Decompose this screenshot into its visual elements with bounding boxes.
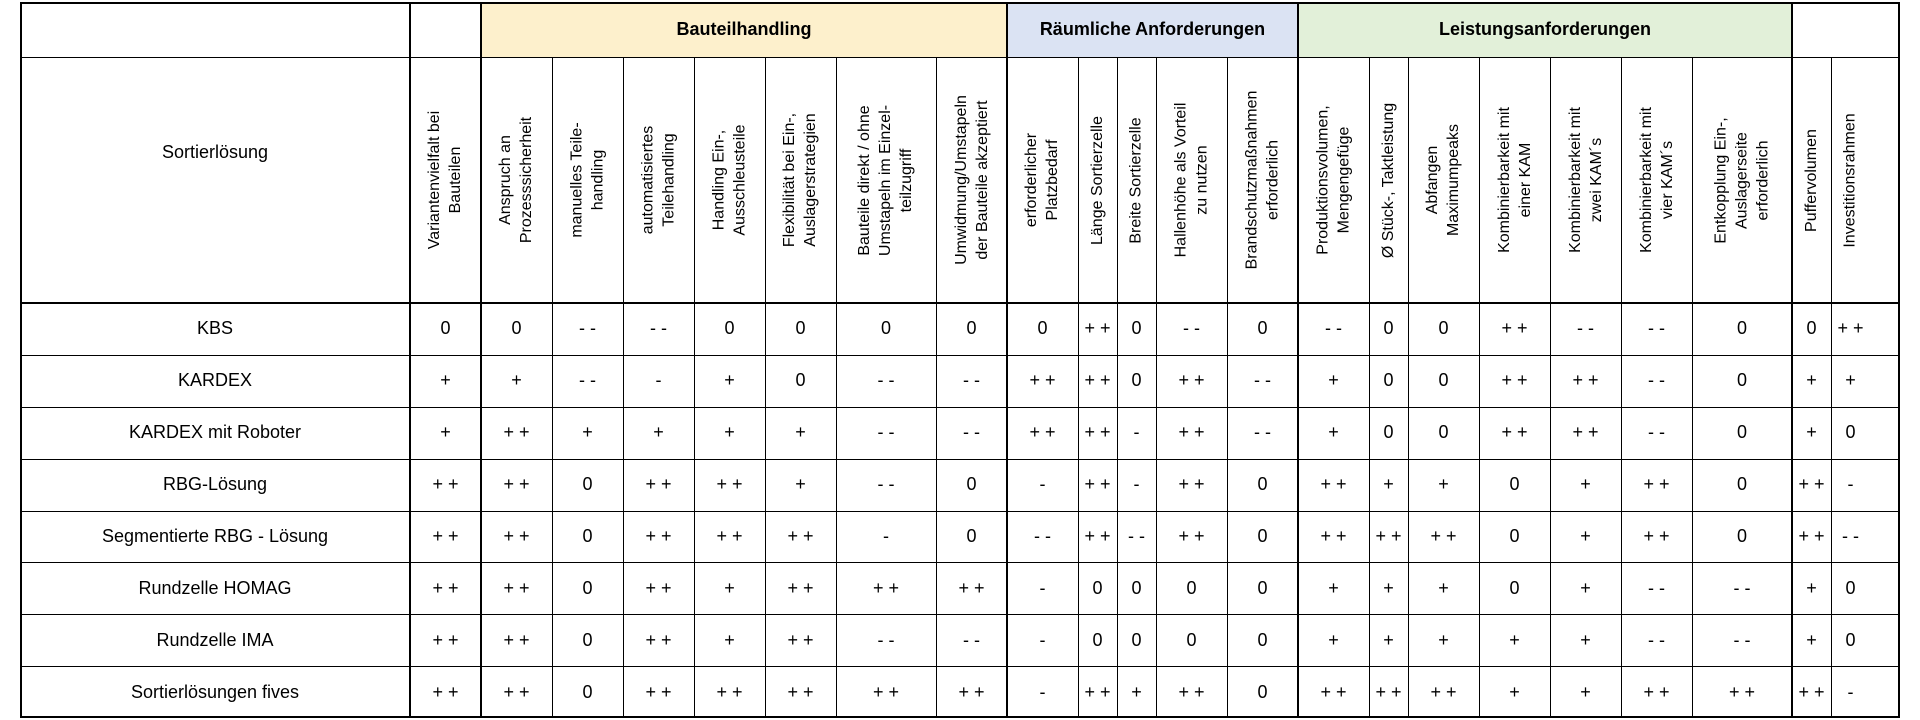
column-header-text: Ø Stück-, Taktleistung xyxy=(1380,102,1398,258)
grid-line xyxy=(836,57,837,718)
grid-line xyxy=(409,2,411,718)
grid-line xyxy=(480,2,482,718)
rating-cell: - - xyxy=(1183,318,1200,339)
column-header xyxy=(552,57,623,303)
grid-line xyxy=(20,614,1900,615)
grid-line xyxy=(623,57,624,718)
column-header xyxy=(1369,57,1408,303)
rating-cell: - xyxy=(883,525,889,546)
rating-cell: 0 xyxy=(1509,474,1520,495)
rating-cell: + xyxy=(724,370,735,391)
rating-cell: + xyxy=(724,577,735,598)
rating-cell: - - xyxy=(1648,318,1665,339)
rating-cell: + xyxy=(511,370,522,391)
column-header xyxy=(1550,57,1621,303)
column-header-text: Kombinierbarkeit mit zwei KAM´s xyxy=(1566,107,1605,253)
rating-cell: + + xyxy=(872,577,900,598)
row-label: Sortierlösungen fives xyxy=(130,681,300,702)
rating-cell: + + xyxy=(645,629,672,650)
rating-cell: - xyxy=(1039,577,1046,598)
rating-cell: + + xyxy=(1084,318,1111,339)
row-label: KARDEX xyxy=(177,370,253,391)
column-header xyxy=(1007,57,1078,303)
grid-line xyxy=(1550,57,1551,718)
rating-cell: - xyxy=(1133,422,1140,443)
grid-line xyxy=(1831,57,1832,718)
column-header xyxy=(1408,57,1479,303)
rating-cell: + xyxy=(1438,577,1449,598)
rating-cell: + + xyxy=(1643,681,1670,702)
column-header-text: Länge Sortierzelle xyxy=(1089,115,1106,245)
rating-cell: + xyxy=(1131,681,1142,702)
grid-line xyxy=(552,57,553,718)
grid-line xyxy=(1297,2,1299,718)
rating-cell: 0 xyxy=(966,318,977,339)
row-label: RBG-Lösung xyxy=(162,474,268,495)
rating-cell: + + xyxy=(432,681,459,702)
column-header-text: Anspruch an Prozesssicherheit xyxy=(497,116,536,244)
rating-cell: - - xyxy=(1648,629,1665,650)
rating-cell: + + xyxy=(1084,525,1111,546)
rating-cell: 0 xyxy=(1736,370,1747,391)
column-header-text: Produktionsvolumen, Mengengefüge xyxy=(1314,105,1353,255)
column-header-text: Entkopplung Ein-, Auslagerseite erforderlich xyxy=(1712,116,1772,244)
rating-cell: 0 xyxy=(1438,370,1449,391)
grid-line xyxy=(1006,2,1008,718)
grid-line xyxy=(1227,57,1228,718)
rating-cell: + xyxy=(1328,577,1339,598)
rating-cell: - - xyxy=(1254,370,1271,391)
grid-line xyxy=(20,666,1900,667)
rating-cell: + xyxy=(724,422,735,443)
column-header xyxy=(1479,57,1550,303)
rating-cell: 0 xyxy=(1438,422,1449,443)
grid-line xyxy=(20,355,1900,356)
rating-cell: + + xyxy=(1178,370,1205,391)
rating-cell: 0 xyxy=(1131,318,1142,339)
rating-cell: - - xyxy=(877,474,895,495)
rating-cell: + + xyxy=(1084,474,1111,495)
rating-cell: + xyxy=(440,370,451,391)
rating-cell: 0 xyxy=(511,318,522,339)
rating-cell: + xyxy=(1806,577,1817,598)
rating-cell: + + xyxy=(432,577,459,598)
rating-cell: - - xyxy=(1128,525,1145,546)
grid-line xyxy=(20,562,1900,563)
rating-cell: + xyxy=(724,629,735,650)
rating-cell: + + xyxy=(1728,681,1756,702)
column-header-text: Flexibilität bei Ein-, Auslagerstrategien xyxy=(781,112,820,248)
rating-cell: 0 xyxy=(1257,474,1268,495)
rating-cell: + xyxy=(1383,474,1394,495)
rating-cell: - - xyxy=(1733,577,1751,598)
rating-cell: + + xyxy=(1375,525,1402,546)
rating-cell: + + xyxy=(503,525,530,546)
rating-cell: + + xyxy=(503,681,530,702)
column-header-text: Brandschutzmaßnahmen erforderlich xyxy=(1243,90,1282,270)
column-header xyxy=(1831,57,1870,303)
rating-cell: 0 xyxy=(1383,370,1394,391)
rating-cell: + + xyxy=(1837,318,1864,339)
rating-cell: + + xyxy=(1430,681,1457,702)
rating-cell: + + xyxy=(432,629,459,650)
rating-cell: + xyxy=(795,474,806,495)
column-header-text: Hallenhöhe als Vorteil zu nutzen xyxy=(1172,102,1211,258)
grid-line xyxy=(1621,57,1622,718)
column-header-text: automatisiertes Teilehandling xyxy=(639,125,678,235)
rating-cell: - xyxy=(1847,681,1854,702)
rating-cell: - - xyxy=(1577,318,1594,339)
rating-cell: + + xyxy=(1643,525,1670,546)
rating-cell: - - xyxy=(650,318,667,339)
column-header xyxy=(1156,57,1227,303)
rating-cell: + xyxy=(1509,629,1520,650)
rating-cell: - - xyxy=(1325,318,1342,339)
rating-cell: 0 xyxy=(582,577,593,598)
grid-line xyxy=(1692,57,1693,718)
rating-cell: 0 xyxy=(1438,318,1449,339)
column-header xyxy=(1298,57,1369,303)
rating-cell: + xyxy=(440,422,451,443)
rating-cell: 0 xyxy=(1845,422,1856,443)
row-label: Rundzelle IMA xyxy=(156,629,274,650)
column-header-text: manuelles Teile- handling xyxy=(568,122,607,238)
grid-line xyxy=(20,407,1900,408)
rating-cell: + + xyxy=(872,681,900,702)
grid-line xyxy=(1408,57,1409,718)
column-header xyxy=(1692,57,1792,303)
rating-cell: - - xyxy=(963,422,980,443)
grid-line xyxy=(1479,57,1480,718)
grid-line xyxy=(1791,2,1793,718)
row-label: Rundzelle HOMAG xyxy=(138,577,292,598)
grid-line xyxy=(20,2,22,718)
rating-cell: 0 xyxy=(582,629,593,650)
rating-cell: + xyxy=(1580,629,1591,650)
grid-line xyxy=(20,716,1900,718)
rating-cell: + xyxy=(1806,422,1817,443)
rating-cell: + + xyxy=(1178,474,1205,495)
rating-cell: 0 xyxy=(1806,318,1817,339)
rating-cell: + + xyxy=(1798,525,1825,546)
rating-cell: + xyxy=(1383,577,1394,598)
group-header-raeumliche-anforderungen: Räumliche Anforderungen xyxy=(1007,2,1298,57)
rating-cell: - - xyxy=(1733,629,1751,650)
grid-line xyxy=(936,57,937,718)
column-header xyxy=(836,57,936,303)
rating-cell: + + xyxy=(787,629,814,650)
rating-cell: - xyxy=(655,370,662,391)
column-header xyxy=(1227,57,1298,303)
grid-line xyxy=(20,2,1900,4)
rating-cell: + xyxy=(1438,474,1449,495)
grid-line xyxy=(694,57,695,718)
rating-cell: - - xyxy=(1648,370,1665,391)
rating-cell: + xyxy=(1383,629,1394,650)
rating-cell: 0 xyxy=(1092,629,1103,650)
rating-cell: + xyxy=(653,422,664,443)
rating-cell: + + xyxy=(958,577,985,598)
grid-line xyxy=(1117,57,1118,718)
rating-cell: - - xyxy=(1842,525,1859,546)
rating-cell: - - xyxy=(1034,525,1051,546)
column-header xyxy=(1792,57,1831,303)
rating-cell: + + xyxy=(432,474,459,495)
column-header xyxy=(1078,57,1117,303)
rating-cell: - xyxy=(1039,681,1046,702)
rating-cell: 0 xyxy=(1257,681,1268,702)
row-label: Segmentierte RBG - Lösung xyxy=(101,525,329,546)
grid-line xyxy=(1078,57,1079,718)
rating-cell: + xyxy=(1806,629,1817,650)
rating-cell: + + xyxy=(1501,370,1528,391)
column-header xyxy=(481,57,552,303)
rating-cell: 0 xyxy=(795,370,806,391)
rating-cell: 0 xyxy=(1131,629,1142,650)
row-label: KBS xyxy=(196,318,234,339)
rating-cell: + + xyxy=(503,422,530,443)
rating-cell: + + xyxy=(1643,474,1670,495)
rating-cell: 0 xyxy=(1845,577,1856,598)
column-header xyxy=(1117,57,1156,303)
rating-cell: 0 xyxy=(1509,577,1520,598)
rating-cell: + xyxy=(1580,681,1591,702)
rating-cell: + + xyxy=(432,525,459,546)
rating-cell: + + xyxy=(1320,525,1347,546)
rating-cell: + + xyxy=(1375,681,1402,702)
rating-cell: - - xyxy=(579,318,596,339)
rating-cell: 0 xyxy=(1736,422,1747,443)
rating-cell: + xyxy=(795,422,806,443)
rating-cell: + xyxy=(1438,629,1449,650)
rating-cell: + xyxy=(1328,629,1339,650)
rating-cell: - xyxy=(1039,629,1046,650)
rating-cell: + xyxy=(1328,370,1339,391)
rating-cell: + xyxy=(1845,370,1856,391)
grid-line xyxy=(20,57,1900,58)
rating-cell: - - xyxy=(963,370,980,391)
rating-cell: + + xyxy=(645,525,672,546)
column-header-text: Variantenvielfalt bei Bauteilen xyxy=(426,110,465,250)
rating-cell: 0 xyxy=(1131,577,1142,598)
rating-cell: + xyxy=(582,422,593,443)
group-header-leistungsanforderungen: Leistungsanforderungen xyxy=(1298,2,1792,57)
column-header-text: Bauteile direkt / ohne Umstapeln im Einzel- teilzugriff xyxy=(856,104,916,256)
column-header xyxy=(623,57,694,303)
rating-cell: + xyxy=(1580,577,1591,598)
column-header xyxy=(765,57,836,303)
column-header-text: Kombinierbarkeit mit einer KAM xyxy=(1495,107,1534,253)
rating-cell: 0 xyxy=(582,525,593,546)
group-header-bauteilhandling: Bauteilhandling xyxy=(481,2,1007,57)
rating-cell: 0 xyxy=(1509,525,1520,546)
rating-cell: + + xyxy=(1029,422,1056,443)
rating-cell: - xyxy=(1847,474,1854,495)
grid-line xyxy=(20,459,1900,460)
rating-cell: + + xyxy=(503,629,530,650)
rating-cell: 0 xyxy=(966,474,977,495)
rating-cell: 0 xyxy=(1736,474,1747,495)
rating-cell: + + xyxy=(1430,525,1457,546)
rating-cell: - - xyxy=(877,422,895,443)
rating-cell: + + xyxy=(787,577,814,598)
rating-cell: + xyxy=(1580,525,1591,546)
rating-cell: + + xyxy=(1029,370,1056,391)
rating-cell: - - xyxy=(877,370,895,391)
rating-cell: 0 xyxy=(724,318,735,339)
rating-cell: 0 xyxy=(1037,318,1048,339)
rating-cell: + + xyxy=(716,474,743,495)
rating-cell: 0 xyxy=(1186,629,1197,650)
column-header-text: Kombinierbarkeit mit vier KAM´s xyxy=(1637,107,1676,253)
rating-cell: 0 xyxy=(1383,422,1394,443)
rating-cell: 0 xyxy=(1736,525,1747,546)
column-header-text: Puffervolumen xyxy=(1803,128,1820,232)
column-header-text: Handling Ein-, Ausschleusteile xyxy=(710,124,749,236)
rating-cell: 0 xyxy=(1383,318,1394,339)
rating-cell: 0 xyxy=(1257,525,1268,546)
rating-cell: + + xyxy=(1320,474,1347,495)
rating-cell: + + xyxy=(1084,370,1111,391)
rating-cell: 0 xyxy=(1131,370,1142,391)
grid-line xyxy=(20,302,1900,304)
grid-line xyxy=(1369,57,1370,718)
rating-cell: - - xyxy=(1648,422,1665,443)
rating-cell: + + xyxy=(1572,422,1599,443)
rating-cell: + + xyxy=(1178,422,1205,443)
rating-cell: 0 xyxy=(1257,318,1268,339)
rating-cell: - - xyxy=(579,370,596,391)
rating-cell: + + xyxy=(1084,422,1111,443)
rating-cell: + xyxy=(1806,370,1817,391)
rating-cell: + xyxy=(1328,422,1339,443)
rating-cell: 0 xyxy=(966,525,977,546)
grid-line xyxy=(765,57,766,718)
column-header-text: Breite Sortierzelle xyxy=(1128,116,1145,244)
rating-cell: + + xyxy=(1501,422,1528,443)
column-header-text: Abfangen Maximumpeaks xyxy=(1424,123,1463,237)
rating-cell: + + xyxy=(787,681,814,702)
column-header xyxy=(936,57,1007,303)
rating-cell: 0 xyxy=(582,681,593,702)
rating-cell: + + xyxy=(1084,681,1111,702)
row-header-sortierloesung: Sortierlösung xyxy=(161,142,269,162)
column-header-text: Umwidmung/Umstapeln der Bauteile akzeptiert xyxy=(952,95,991,265)
rating-cell: 0 xyxy=(1186,577,1197,598)
row-label: KARDEX mit Roboter xyxy=(128,422,302,443)
rating-cell: + + xyxy=(503,474,530,495)
rating-cell: 0 xyxy=(1736,318,1747,339)
rating-cell: + + xyxy=(958,681,985,702)
column-header xyxy=(410,57,481,303)
rating-cell: + xyxy=(1580,474,1591,495)
rating-cell: + + xyxy=(645,577,672,598)
rating-cell: - - xyxy=(1648,577,1665,598)
column-header xyxy=(694,57,765,303)
grid-line xyxy=(20,511,1900,512)
rating-cell: 0 xyxy=(1257,629,1268,650)
rating-cell: + + xyxy=(1572,370,1599,391)
column-header-text: Investitionsrahmen xyxy=(1842,112,1860,248)
rating-cell: + + xyxy=(1798,681,1825,702)
rating-cell: + + xyxy=(1178,681,1205,702)
rating-cell: 0 xyxy=(1257,577,1268,598)
rating-cell: + xyxy=(1509,681,1520,702)
grid-line xyxy=(1898,2,1900,718)
rating-cell: + + xyxy=(1501,318,1528,339)
rating-cell: + + xyxy=(645,681,672,702)
rating-cell: + + xyxy=(503,577,530,598)
rating-cell: - - xyxy=(877,629,895,650)
rating-cell: 0 xyxy=(1845,629,1856,650)
rating-cell: 0 xyxy=(582,474,593,495)
rating-cell: - xyxy=(1133,474,1140,495)
grid-line xyxy=(1156,57,1157,718)
rating-cell: - - xyxy=(963,629,980,650)
rating-cell: + + xyxy=(1798,474,1825,495)
rating-cell: 0 xyxy=(440,318,451,339)
rating-cell: + + xyxy=(645,474,672,495)
rating-cell: - - xyxy=(1254,422,1271,443)
rating-cell: - xyxy=(1039,474,1046,495)
rating-cell: 0 xyxy=(880,318,891,339)
rating-cell: + + xyxy=(716,525,743,546)
column-header xyxy=(1621,57,1692,303)
column-header-text: erforderlicher Platzbedarf xyxy=(1023,132,1062,228)
rating-cell: + + xyxy=(716,681,743,702)
rating-cell: + + xyxy=(1178,525,1205,546)
rating-cell: + + xyxy=(1320,681,1347,702)
rating-cell: 0 xyxy=(1092,577,1103,598)
rating-cell: + + xyxy=(787,525,814,546)
rating-cell: 0 xyxy=(795,318,806,339)
